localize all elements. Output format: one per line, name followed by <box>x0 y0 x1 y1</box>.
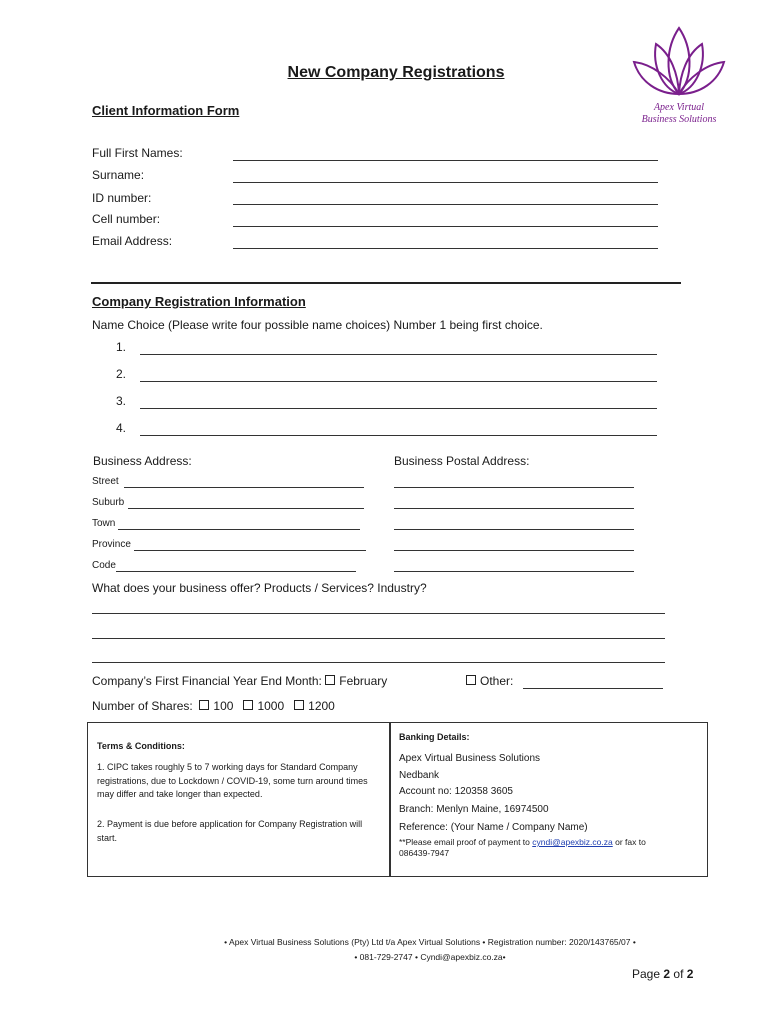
section-divider <box>91 282 681 284</box>
company-heading: Company Registration Information <box>92 294 306 309</box>
banking-reference: Reference: (Your Name / Company Name) <box>399 822 588 833</box>
postal-line-5[interactable] <box>394 571 634 572</box>
choice-line-3[interactable] <box>140 408 657 409</box>
fax-number: 086439-7947 <box>399 848 450 858</box>
banking-proof-note <box>399 837 699 859</box>
field-line-first-names[interactable] <box>233 160 658 161</box>
postal-line-1[interactable] <box>394 487 634 488</box>
address-label-code: Code <box>92 560 116 571</box>
terms-item-1: 1. CIPC takes roughly 5 to 7 working days for Standard Company registrations, due to Lockdown / COVID-19, some turn around times may differ and take longer than expected. <box>97 762 368 799</box>
address-label-province: Province <box>92 539 131 550</box>
shares-100-checkbox[interactable] <box>199 700 209 710</box>
field-line-surname[interactable] <box>233 182 658 183</box>
banking-company: Apex Virtual Business Solutions <box>399 753 541 764</box>
address-label-town: Town <box>92 518 116 529</box>
other-month-line[interactable] <box>523 688 663 689</box>
logo-line-2: Business Solutions <box>641 114 717 125</box>
page-number <box>632 967 693 981</box>
address-line-street[interactable] <box>124 487 364 488</box>
shares-label: Number of Shares: <box>92 699 193 713</box>
name-choice-instructions: Name Choice (Please write four possible name choices) Number 1 being first choice. <box>92 318 543 332</box>
terms-item-2: 2. Payment is due before application for Company Registration will start. <box>97 819 363 843</box>
proof-suffix: or fax to <box>615 837 646 847</box>
postal-line-3[interactable] <box>394 529 634 530</box>
proof-email-link[interactable]: cyndi@apexbiz.co.za <box>532 837 613 847</box>
banking-branch: Branch: Menlyn Maine, 16974500 <box>399 804 549 815</box>
other-month-row <box>466 674 513 688</box>
terms-box <box>87 722 391 877</box>
page-prefix: Page <box>632 967 661 981</box>
choice-number-4: 4. <box>116 421 127 435</box>
company-logo <box>626 22 732 126</box>
address-line-code[interactable] <box>116 571 356 572</box>
postal-address-label: Business Postal Address: <box>394 454 530 468</box>
lotus-icon <box>626 22 732 102</box>
offer-line-2[interactable] <box>92 638 665 639</box>
field-label-email: Email Address: <box>92 234 173 248</box>
page-title: New Company Registrations <box>287 64 505 81</box>
shares-1000-checkbox[interactable] <box>243 700 253 710</box>
choice-line-2[interactable] <box>140 381 657 382</box>
field-label-id: ID number: <box>92 191 152 205</box>
field-label-surname: Surname: <box>92 168 145 182</box>
terms-heading: Terms & Conditions: <box>97 741 185 751</box>
postal-line-2[interactable] <box>394 508 634 509</box>
field-label-first-names: Full First Names: <box>92 146 183 160</box>
address-label-suburb: Suburb <box>92 497 125 508</box>
choice-line-1[interactable] <box>140 354 657 355</box>
shares-1000-label: 1000 <box>257 699 285 713</box>
address-label-street: Street <box>92 476 119 487</box>
page-current: 2 <box>663 967 671 981</box>
proof-prefix: **Please email proof of payment to <box>399 837 530 847</box>
other-month-label: Other: <box>480 674 514 688</box>
field-line-email[interactable] <box>233 248 658 249</box>
february-label: February <box>339 674 388 688</box>
footer-line-1: • Apex Virtual Business Solutions (Pty) Ltd t/a Apex Virtual Solutions • Registration number: 2020/143765/07 • <box>224 937 636 947</box>
shares-100-label: 100 <box>213 699 234 713</box>
address-line-province[interactable] <box>134 550 366 551</box>
banking-bank: Nedbank <box>399 770 440 781</box>
business-address-label: Business Address: <box>93 454 192 468</box>
footer-line-2: • 081-729-2747 • Cyndi@apexbiz.co.za• <box>354 952 506 962</box>
banking-box <box>389 722 708 877</box>
choice-number-3: 3. <box>116 394 127 408</box>
choice-line-4[interactable] <box>140 435 657 436</box>
shares-1200-label: 1200 <box>308 699 335 713</box>
address-line-town[interactable] <box>118 529 360 530</box>
business-offer-question: What does your business offer? Products / Services? Industry? <box>92 581 427 595</box>
choice-number-2: 2. <box>116 367 127 381</box>
financial-year-label: Company’s First Financial Year End Month: <box>92 674 322 688</box>
shares-row <box>92 699 335 713</box>
choice-number-1: 1. <box>116 340 127 354</box>
address-line-suburb[interactable] <box>128 508 364 509</box>
logo-line-1: Apex Virtual <box>653 102 705 113</box>
page-total: 2 <box>686 967 694 981</box>
shares-1200-checkbox[interactable] <box>294 700 304 710</box>
client-heading: Client Information Form <box>92 103 240 118</box>
february-checkbox[interactable] <box>325 675 335 685</box>
banking-heading: Banking Details: <box>399 732 470 742</box>
other-month-checkbox[interactable] <box>466 675 476 685</box>
page-of: of <box>673 967 684 981</box>
offer-line-1[interactable] <box>92 613 665 614</box>
postal-line-4[interactable] <box>394 550 634 551</box>
field-label-cell: Cell number: <box>92 212 161 226</box>
banking-account: Account no: 120358 3605 <box>399 786 513 797</box>
financial-year-row <box>92 674 387 688</box>
field-line-cell[interactable] <box>233 226 658 227</box>
field-line-id[interactable] <box>233 204 658 205</box>
offer-line-3[interactable] <box>92 662 665 663</box>
